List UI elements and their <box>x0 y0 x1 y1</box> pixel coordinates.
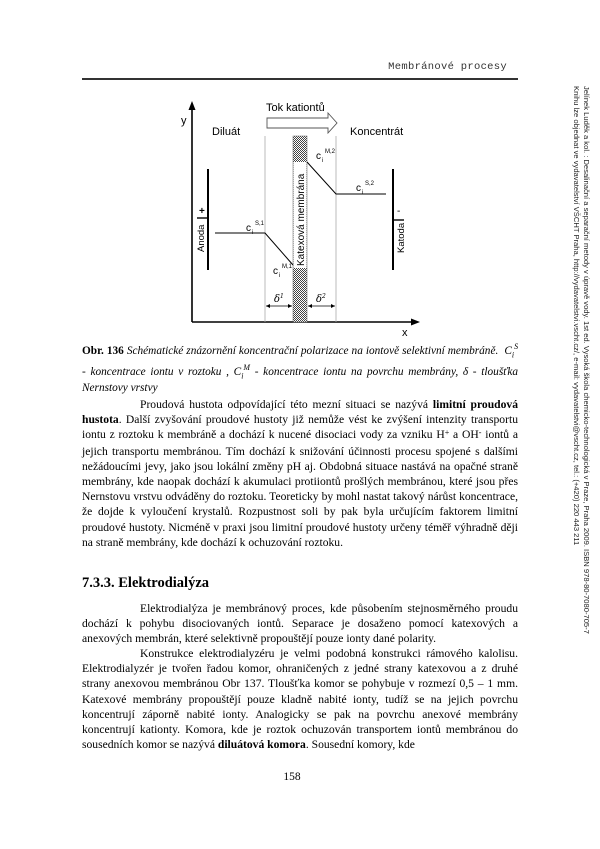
caption-text-2: - koncentrace iontu v roztoku , <box>82 365 229 378</box>
x-axis-label: x <box>402 327 408 339</box>
anode-label: Anoda <box>196 224 207 252</box>
running-header: Membránové procesy <box>388 61 507 73</box>
svg-text:i: i <box>279 273 281 279</box>
profile-concentrate <box>307 162 386 194</box>
svg-text:i: i <box>362 190 364 196</box>
flow-title: Tok kationtů <box>266 102 325 114</box>
header-rule <box>82 78 518 80</box>
side-citation <box>571 86 591 646</box>
anode-electrode <box>197 169 208 270</box>
figure-caption <box>82 340 518 395</box>
svg-text:M,1: M,1 <box>282 264 293 270</box>
diluate-label: Diluát <box>212 126 241 138</box>
caption-symbol-cm: $C_i^M$ <box>233 363 251 381</box>
cathode-label: Katoda <box>396 222 407 253</box>
svg-text:S,1: S,1 <box>255 221 265 227</box>
term-diluate-chamber: diluátová komora <box>217 738 306 752</box>
anode-sign: + <box>199 206 205 217</box>
label-cm2 <box>316 149 336 164</box>
caption-label: Obr. 136 <box>82 344 124 357</box>
caption-symbol-cs: $C_i^S$ <box>504 342 519 360</box>
profile-diluate <box>215 233 293 265</box>
delta2-label: $\delta^2$ <box>316 293 326 305</box>
svg-text:M,2: M,2 <box>325 149 336 155</box>
concentration-polarization-diagram <box>160 95 430 340</box>
label-cs1 <box>246 221 265 236</box>
paragraph-electrodialyzer-construction: Konstrukce elektrodialyzéru je velmi podobná konstrukci rámového kalolisu. Elektrodialyzér je tvořen řadou komor, ohraničených z jedné strany katexovou a z druhé strany anexovou membránou Obr 137. Tloušťka komor se pohybuje v rozmezí 0,5 – 1 mm. Katexové membrány propouštějí pouze kladně nabité ionty, tudíž se na jejich povrchu koncentrují záporně nabité ionty. Analogicky se pak na povrchu anexové membrány koncentrují kationty. Komora, kde je roztok ochuzován transportem iontů membránou do sousedních komor se nazývá diluátová komora. Sousední komory, kde <box>82 647 518 752</box>
svg-text:S,2: S,2 <box>365 181 375 187</box>
caption-text-3: - koncentrace iontu na povrchu membrány, δ - tloušťka Nernstovy vrstvy <box>82 365 518 395</box>
svg-text:i: i <box>252 230 254 236</box>
svg-text:c: c <box>356 183 361 194</box>
paragraph-limiting-current: Proudová hustota odpovídající této mezní situaci se nazývá limitní proudová hustota. Další zvyšování proudové hustoty již nemůže vést ke zvýšení intenzity transportu iontu z roztoku k membráně a dochází k nucené disociaci vody za vzniku H+ a OH- iontů a jejich transportu membránou. Tím dochází k snižování účinnosti procesu spojené s dalšími nežádoucími jevy, jako jsou lokální změny pH aj. Obdobná situace nastává na opačné straně membrány, kde naopak dochází k akumulaci protiiontů prošlých membránou, které jsou přes Nernstovu vrstvu odváděny do roztoku. Teoreticky by mohl nastat takový nárůst koncentrace, že dojde k vyloučení krystalů. Rozpustnost soli by pak byla určujícím faktorem limitní proudové hustoty. Nicméně v praxi jsou limitní proudové hustoty určeny téměř výhradně ději na straně membrány, kde dochází k ochuzování roztoku. <box>82 398 519 549</box>
flow-arrow-icon <box>267 113 337 133</box>
delta1-label: $\delta^1$ <box>274 293 284 305</box>
paragraph-electrodialysis-intro: Elektrodialýza je membránový proces, kde působením stejnosměrného proudu dochází k pohybu disociovaných iontů. Separace je dosaženo pomocí katexových a anexových membrán, které selektivně propouštějí pouze ionty dané polarity. <box>82 602 518 646</box>
svg-text:c: c <box>246 223 251 234</box>
cathode-electrode <box>393 169 404 270</box>
term-limiting-current-density: limitní proudová hustota <box>82 398 519 427</box>
concentrate-label: Koncentrát <box>350 126 404 138</box>
svg-text:c: c <box>316 151 321 162</box>
svg-text:c: c <box>273 266 278 277</box>
page-number: 158 <box>283 771 301 783</box>
membrane-label: Katexová membrána <box>296 173 307 266</box>
side-citation-line-2: Knihu lze objednat ve vydavatelství VŠCHT Praha, http://vydavatelstvi.vscht.cz/, e-mail: vydavatelstvi@vscht.cz, tel.: (+420) 220 443 211 <box>572 86 581 546</box>
side-citation-line-1: Jelínek Luděk a kol. : Desalinační a separační metody v úpravě vody. 1st ed. Vysoká škola chemicko-technologická v Praze, Praha 2009. ISBN 978-80-7080-705-7 <box>582 86 591 634</box>
label-cm1 <box>273 264 293 279</box>
svg-text:i: i <box>322 158 324 164</box>
cathode-sign: - <box>397 206 401 217</box>
y-axis <box>189 101 196 322</box>
caption-text-1: Schématické znázornění koncentrační polarizace na iontově selektivní membráně. <box>126 344 499 357</box>
section-heading: 7.3.3. Elektrodialýza <box>82 575 210 591</box>
y-axis-label: y <box>181 115 187 127</box>
